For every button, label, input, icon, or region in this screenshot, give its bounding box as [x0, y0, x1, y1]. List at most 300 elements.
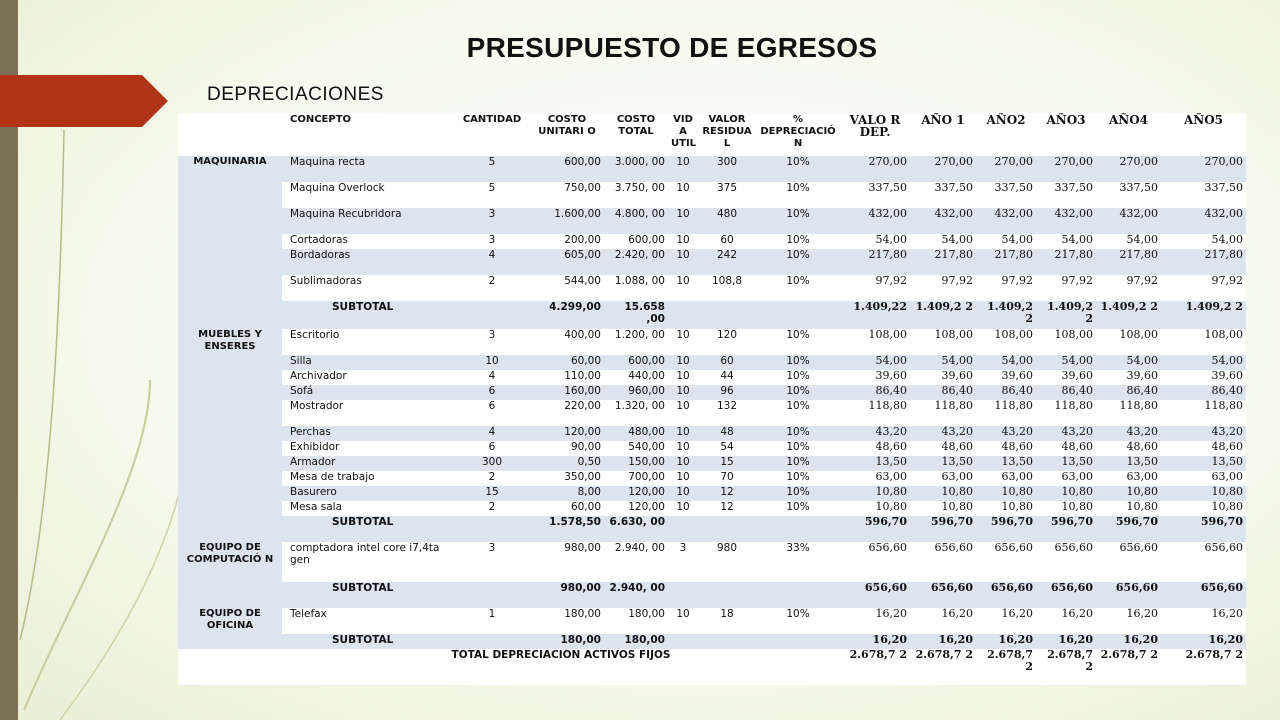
cell-costo-total: 1.200, 00	[604, 329, 668, 355]
cell-vida-util: 10	[668, 608, 698, 634]
cell-cantidad: 6	[454, 441, 530, 456]
cell-depreciacion-pct	[756, 582, 840, 608]
cell-vida-util: 10	[668, 471, 698, 486]
cell-anio4: 39,60	[1096, 370, 1161, 385]
cell-costo-unitario: 110,00	[530, 370, 604, 385]
cell-anio2: 86,40	[976, 385, 1036, 400]
cell-valor-dep: 108,00	[840, 329, 910, 355]
cell-anio2: 596,70	[976, 516, 1036, 542]
cell-anio4: 86,40	[1096, 385, 1161, 400]
cell-anio2: 270,00	[976, 156, 1036, 182]
cell-anio2: 656,60	[976, 542, 1036, 582]
cell-valor-dep: 16,20	[840, 608, 910, 634]
cell-costo-total: 180,00	[604, 634, 668, 649]
cell-valor-dep: 2.678,7 2	[840, 649, 910, 677]
cell-depreciacion-pct: 10%	[756, 400, 840, 426]
cell-cantidad: 15	[454, 486, 530, 501]
cell-costo-unitario: 60,00	[530, 501, 604, 516]
category-maquinaria: MAQUINARIA	[178, 156, 282, 301]
cell-anio5: 13,50	[1161, 456, 1246, 471]
subtotal-row	[178, 582, 1246, 608]
cell-anio5: 48,60	[1161, 441, 1246, 456]
cell-anio2: 54,00	[976, 234, 1036, 249]
table-row	[178, 182, 1246, 208]
cell-anio3: 108,00	[1036, 329, 1096, 355]
cell-concepto: Mesa de trabajo	[282, 471, 454, 486]
cell-anio1: 10,80	[910, 501, 976, 516]
cell-anio1: 48,60	[910, 441, 976, 456]
table-row	[178, 501, 1246, 516]
cell-anio5: 10,80	[1161, 486, 1246, 501]
table-row	[178, 355, 1246, 370]
cell-anio2: 656,60	[976, 582, 1036, 608]
cell-valor-dep: 656,60	[840, 582, 910, 608]
cell-valor-residual: 980	[698, 542, 756, 582]
cell-anio1: 596,70	[910, 516, 976, 542]
cell-valor-dep: 48,60	[840, 441, 910, 456]
page-title: PRESUPUESTO DE EGRESOS	[466, 32, 878, 63]
cell-anio5: 337,50	[1161, 182, 1246, 208]
cell-anio5: 270,00	[1161, 156, 1246, 182]
cell-depreciacion-pct: 10%	[756, 370, 840, 385]
cell-anio1: 54,00	[910, 355, 976, 370]
category-computacion: EQUIPO DE COMPUTACIÓ N	[178, 542, 282, 582]
cell-vida-util: 10	[668, 426, 698, 441]
cell-vida-util: 10	[668, 385, 698, 400]
header-costo-total: COSTO TOTAL	[616, 114, 656, 137]
cell-costo-unitario: 350,00	[530, 471, 604, 486]
cell-cantidad: 6	[454, 400, 530, 426]
cell-anio2: 10,80	[976, 486, 1036, 501]
cell-costo-unitario: 1.600,00	[530, 208, 604, 234]
cell-valor-residual: 70	[698, 471, 756, 486]
cell-anio4: 108,00	[1096, 329, 1161, 355]
cell-vida-util: 10	[668, 441, 698, 456]
cell-cantidad: 4	[454, 426, 530, 441]
cell-valor-dep: 86,40	[840, 385, 910, 400]
cell-costo-total: 440,00	[604, 370, 668, 385]
cell-costo-unitario: 60,00	[530, 355, 604, 370]
cell-cantidad: 1	[454, 608, 530, 634]
cell-anio3: 54,00	[1036, 234, 1096, 249]
cell-concepto: Armador	[282, 456, 454, 471]
cell-depreciacion-pct: 10%	[756, 608, 840, 634]
table-row	[178, 275, 1246, 301]
cell-anio4: 337,50	[1096, 182, 1161, 208]
cell-costo-unitario: 90,00	[530, 441, 604, 456]
cell-concepto: Maquina recta	[282, 156, 454, 182]
cell-costo-total: 600,00	[604, 234, 668, 249]
cell-depreciacion-pct	[756, 634, 840, 649]
header-anio2: AÑO2	[986, 113, 1026, 127]
cell-anio2: 108,00	[976, 329, 1036, 355]
cell-anio3: 63,00	[1036, 471, 1096, 486]
cell-anio1: 432,00	[910, 208, 976, 234]
cell-costo-unitario: 605,00	[530, 249, 604, 275]
cell-anio5: 86,40	[1161, 385, 1246, 400]
cell-anio1: 39,60	[910, 370, 976, 385]
cell-vida-util: 10	[668, 486, 698, 501]
cell-concepto: Maquina Overlock	[282, 182, 454, 208]
table-row	[178, 249, 1246, 275]
cell-vida-util: 10	[668, 456, 698, 471]
cell-cantidad: 6	[454, 385, 530, 400]
cell-costo-total: 960,00	[604, 385, 668, 400]
cell-costo-unitario: 980,00	[530, 542, 604, 582]
cell-anio1: 43,20	[910, 426, 976, 441]
cell-anio2: 63,00	[976, 471, 1036, 486]
cell-anio3: 16,20	[1036, 608, 1096, 634]
cell-anio4: 54,00	[1096, 234, 1161, 249]
cell-depreciacion-pct: 10%	[756, 471, 840, 486]
cell-anio4: 10,80	[1096, 501, 1161, 516]
cell-concepto: Basurero	[282, 486, 454, 501]
subtotal-spacer	[178, 634, 282, 649]
subtotal-spacer	[178, 516, 282, 542]
cell-anio1: 16,20	[910, 634, 976, 649]
cell-anio4: 54,00	[1096, 355, 1161, 370]
header-anio5: AÑO5	[1183, 113, 1224, 127]
header-anio4: AÑO4	[1108, 113, 1149, 127]
cell-vida-util: 10	[668, 249, 698, 275]
cell-costo-total: 120,00	[604, 501, 668, 516]
cell-costo-unitario: 180,00	[530, 608, 604, 634]
cell-anio4: 596,70	[1096, 516, 1161, 542]
subtotal-spacer	[178, 582, 282, 608]
cell-anio1: 16,20	[910, 608, 976, 634]
subtotal-label: SUBTOTAL	[282, 634, 454, 649]
cell-concepto: Telefax	[282, 608, 454, 634]
cell-anio3: 13,50	[1036, 456, 1096, 471]
cell-cantidad	[454, 301, 530, 329]
cell-concepto: Perchas	[282, 426, 454, 441]
cell-anio1: 2.678,7 2	[910, 649, 976, 677]
cell-anio1: 270,00	[910, 156, 976, 182]
cell-anio5: 596,70	[1161, 516, 1246, 542]
header-depreciacion-pct: % DEPRECIACIÓ N	[760, 114, 836, 149]
cell-anio2: 43,20	[976, 426, 1036, 441]
cell-anio5: 118,80	[1161, 400, 1246, 426]
subtotal-label: SUBTOTAL	[282, 301, 454, 329]
cell-depreciacion-pct: 10%	[756, 385, 840, 400]
cell-anio5: 63,00	[1161, 471, 1246, 486]
cell-cantidad: 4	[454, 249, 530, 275]
cell-anio5: 1.409,2 2	[1161, 301, 1246, 329]
cell-costo-unitario: 600,00	[530, 156, 604, 182]
subtotal-row	[178, 301, 1246, 329]
category-oficina: EQUIPO DE OFICINA	[178, 608, 282, 634]
table-row	[178, 329, 1246, 355]
cell-vida-util: 3	[668, 542, 698, 582]
cell-anio3: 596,70	[1036, 516, 1096, 542]
cell-valor-dep: 10,80	[840, 501, 910, 516]
cell-valor-dep: 54,00	[840, 234, 910, 249]
cell-costo-total: 600,00	[604, 355, 668, 370]
table-row	[178, 385, 1246, 400]
cell-depreciacion-pct: 10%	[756, 486, 840, 501]
table-row	[178, 441, 1246, 456]
cell-valor-residual: 108,8	[698, 275, 756, 301]
cell-anio1: 63,00	[910, 471, 976, 486]
cell-costo-unitario: 0,50	[530, 456, 604, 471]
cell-anio4: 16,20	[1096, 634, 1161, 649]
cell-cantidad: 3	[454, 542, 530, 582]
cell-valor-residual: 12	[698, 501, 756, 516]
cell-depreciacion-pct	[756, 301, 840, 329]
cell-costo-total: 4.800, 00	[604, 208, 668, 234]
cell-concepto: Mesa sala	[282, 501, 454, 516]
header-valor-dep: VALO R DEP.	[849, 113, 901, 139]
cell-anio3: 48,60	[1036, 441, 1096, 456]
cell-anio2: 54,00	[976, 355, 1036, 370]
cell-valor-dep: 118,80	[840, 400, 910, 426]
cell-depreciacion-pct: 10%	[756, 234, 840, 249]
cell-depreciacion-pct: 10%	[756, 355, 840, 370]
cell-vida-util	[668, 301, 698, 329]
cell-depreciacion-pct: 10%	[756, 275, 840, 301]
cell-costo-total: 1.320, 00	[604, 400, 668, 426]
cell-cantidad: 3	[454, 208, 530, 234]
cell-costo-total: 700,00	[604, 471, 668, 486]
cell-concepto: Bordadoras	[282, 249, 454, 275]
cell-anio3: 97,92	[1036, 275, 1096, 301]
total-spacer	[178, 649, 282, 677]
cell-anio2: 217,80	[976, 249, 1036, 275]
cell-valor-dep: 13,50	[840, 456, 910, 471]
cell-cantidad: 3	[454, 329, 530, 355]
table-row	[178, 471, 1246, 486]
cell-cantidad: 10	[454, 355, 530, 370]
cell-valor-dep: 656,60	[840, 542, 910, 582]
cell-anio5: 16,20	[1161, 634, 1246, 649]
cell-anio3: 43,20	[1036, 426, 1096, 441]
cell-anio2: 13,50	[976, 456, 1036, 471]
cell-depreciacion-pct: 10%	[756, 329, 840, 355]
cell-depreciacion-pct: 33%	[756, 542, 840, 582]
cell-anio3: 39,60	[1036, 370, 1096, 385]
cell-anio4: 656,60	[1096, 542, 1161, 582]
cell-valor-residual: 15	[698, 456, 756, 471]
cell-concepto: Maquina Recubridora	[282, 208, 454, 234]
cell-valor-residual: 48	[698, 426, 756, 441]
cell-cantidad	[454, 634, 530, 649]
cell-anio1: 217,80	[910, 249, 976, 275]
cell-concepto: comptadora intel core i7,4ta gen	[282, 542, 454, 582]
cell-costo-unitario: 120,00	[530, 426, 604, 441]
subtotal-spacer	[178, 301, 282, 329]
cell-anio4: 432,00	[1096, 208, 1161, 234]
subtotal-label: SUBTOTAL	[282, 582, 454, 608]
cell-concepto: Silla	[282, 355, 454, 370]
cell-anio3: 432,00	[1036, 208, 1096, 234]
cell-anio1: 108,00	[910, 329, 976, 355]
cell-costo-unitario: 8,00	[530, 486, 604, 501]
cell-valor-residual: 12	[698, 486, 756, 501]
cell-depreciacion-pct: 10%	[756, 426, 840, 441]
cell-anio4: 270,00	[1096, 156, 1161, 182]
cell-depreciacion-pct: 10%	[756, 156, 840, 182]
cell-anio3: 270,00	[1036, 156, 1096, 182]
cell-anio5: 108,00	[1161, 329, 1246, 355]
cell-anio1: 656,60	[910, 542, 976, 582]
section-subtitle: DEPRECIACIONES	[207, 84, 384, 105]
cell-anio4: 63,00	[1096, 471, 1161, 486]
cell-valor-dep: 54,00	[840, 355, 910, 370]
cell-concepto: Archivador	[282, 370, 454, 385]
cell-costo-total: 480,00	[604, 426, 668, 441]
cell-valor-dep: 97,92	[840, 275, 910, 301]
cell-anio4: 10,80	[1096, 486, 1161, 501]
cell-costo-unitario: 980,00	[530, 582, 604, 608]
table-row	[178, 608, 1246, 634]
cell-anio3: 54,00	[1036, 355, 1096, 370]
cell-costo-total: 6.630, 00	[604, 516, 668, 542]
cell-valor-dep: 16,20	[840, 634, 910, 649]
cell-anio5: 54,00	[1161, 355, 1246, 370]
cell-anio5: 656,60	[1161, 542, 1246, 582]
cell-anio3: 337,50	[1036, 182, 1096, 208]
cell-valor-dep: 39,60	[840, 370, 910, 385]
cell-anio2: 2.678,7 2	[976, 649, 1036, 677]
cell-vida-util: 10	[668, 355, 698, 370]
total-label: TOTAL DEPRECIACIÓN ACTIVOS FIJOS	[282, 649, 840, 677]
table-row	[178, 456, 1246, 471]
cell-costo-total: 3.000, 00	[604, 156, 668, 182]
cell-costo-total: 120,00	[604, 486, 668, 501]
cell-anio1: 10,80	[910, 486, 976, 501]
cell-anio1: 1.409,2 2	[910, 301, 976, 329]
cell-anio2: 16,20	[976, 634, 1036, 649]
cell-vida-util	[668, 516, 698, 542]
cell-vida-util	[668, 634, 698, 649]
header-concepto: CONCEPTO	[290, 114, 352, 125]
cell-anio5: 656,60	[1161, 582, 1246, 608]
cell-concepto: Escritorio	[282, 329, 454, 355]
cell-concepto: Mostrador	[282, 400, 454, 426]
cell-vida-util	[668, 582, 698, 608]
table-row	[178, 486, 1246, 501]
cell-depreciacion-pct: 10%	[756, 456, 840, 471]
cell-anio3: 118,80	[1036, 400, 1096, 426]
cell-valor-residual: 242	[698, 249, 756, 275]
cell-cantidad: 4	[454, 370, 530, 385]
table-row	[178, 426, 1246, 441]
cell-valor-residual: 54	[698, 441, 756, 456]
table-row	[178, 542, 1246, 582]
cell-valor-residual	[698, 582, 756, 608]
cell-anio2: 10,80	[976, 501, 1036, 516]
cell-valor-residual: 60	[698, 234, 756, 249]
cell-costo-unitario: 544,00	[530, 275, 604, 301]
cell-valor-residual	[698, 301, 756, 329]
cell-vida-util: 10	[668, 400, 698, 426]
cell-anio2: 97,92	[976, 275, 1036, 301]
header-valor-residual: VALOR RESIDUA L	[702, 114, 752, 149]
table-row	[178, 370, 1246, 385]
cell-costo-total: 180,00	[604, 608, 668, 634]
subtotal-row	[178, 516, 1246, 542]
cell-costo-total: 2.940, 00	[604, 542, 668, 582]
cell-anio4: 118,80	[1096, 400, 1161, 426]
total-row	[178, 649, 1246, 677]
cell-anio5: 54,00	[1161, 234, 1246, 249]
cell-cantidad: 300	[454, 456, 530, 471]
cell-anio4: 656,60	[1096, 582, 1161, 608]
cell-valor-residual	[698, 516, 756, 542]
cell-costo-unitario: 1.578,50	[530, 516, 604, 542]
cell-anio5: 97,92	[1161, 275, 1246, 301]
cell-anio3: 10,80	[1036, 486, 1096, 501]
cell-vida-util: 10	[668, 234, 698, 249]
cell-anio5: 432,00	[1161, 208, 1246, 234]
cell-anio3: 10,80	[1036, 501, 1096, 516]
cell-cantidad: 5	[454, 156, 530, 182]
cell-anio1: 118,80	[910, 400, 976, 426]
depreciation-table	[178, 113, 1246, 677]
cell-cantidad: 2	[454, 501, 530, 516]
table-row	[178, 234, 1246, 249]
cell-valor-residual: 132	[698, 400, 756, 426]
cell-anio4: 2.678,7 2	[1096, 649, 1161, 677]
table-row	[178, 156, 1246, 182]
cell-costo-unitario: 4.299,00	[530, 301, 604, 329]
cell-costo-total: 15.658 ,00	[604, 301, 668, 329]
cell-anio2: 337,50	[976, 182, 1036, 208]
cell-cantidad	[454, 582, 530, 608]
cell-anio3: 1.409,2 2	[1036, 301, 1096, 329]
cell-anio3: 656,60	[1036, 542, 1096, 582]
cell-anio2: 39,60	[976, 370, 1036, 385]
cell-costo-unitario: 220,00	[530, 400, 604, 426]
cell-valor-residual: 375	[698, 182, 756, 208]
cell-valor-residual: 300	[698, 156, 756, 182]
cell-costo-total: 2.420, 00	[604, 249, 668, 275]
cell-depreciacion-pct: 10%	[756, 249, 840, 275]
cell-cantidad: 2	[454, 471, 530, 486]
category-muebles: MUEBLES Y ENSERES	[178, 329, 282, 516]
cell-concepto: Exhibidor	[282, 441, 454, 456]
cell-anio4: 97,92	[1096, 275, 1161, 301]
cell-cantidad	[454, 516, 530, 542]
cell-anio4: 217,80	[1096, 249, 1161, 275]
cell-costo-unitario: 750,00	[530, 182, 604, 208]
subtotal-row	[178, 634, 1246, 649]
cell-valor-dep: 337,50	[840, 182, 910, 208]
cell-costo-total: 2.940, 00	[604, 582, 668, 608]
cell-cantidad: 2	[454, 275, 530, 301]
cell-anio3: 86,40	[1036, 385, 1096, 400]
cell-vida-util: 10	[668, 275, 698, 301]
cell-anio4: 48,60	[1096, 441, 1161, 456]
depreciation-table-container	[178, 113, 1246, 685]
cell-costo-total: 540,00	[604, 441, 668, 456]
cell-valor-residual: 120	[698, 329, 756, 355]
cell-vida-util: 10	[668, 208, 698, 234]
cell-anio3: 656,60	[1036, 582, 1096, 608]
cell-costo-total: 150,00	[604, 456, 668, 471]
cell-anio4: 16,20	[1096, 608, 1161, 634]
cell-cantidad: 5	[454, 182, 530, 208]
cell-cantidad: 3	[454, 234, 530, 249]
cell-anio2: 432,00	[976, 208, 1036, 234]
cell-vida-util: 10	[668, 156, 698, 182]
cell-costo-unitario: 160,00	[530, 385, 604, 400]
cell-valor-dep: 1.409,22	[840, 301, 910, 329]
cell-anio5: 217,80	[1161, 249, 1246, 275]
cell-valor-residual: 60	[698, 355, 756, 370]
cell-anio1: 97,92	[910, 275, 976, 301]
cell-concepto: Sublimadoras	[282, 275, 454, 301]
